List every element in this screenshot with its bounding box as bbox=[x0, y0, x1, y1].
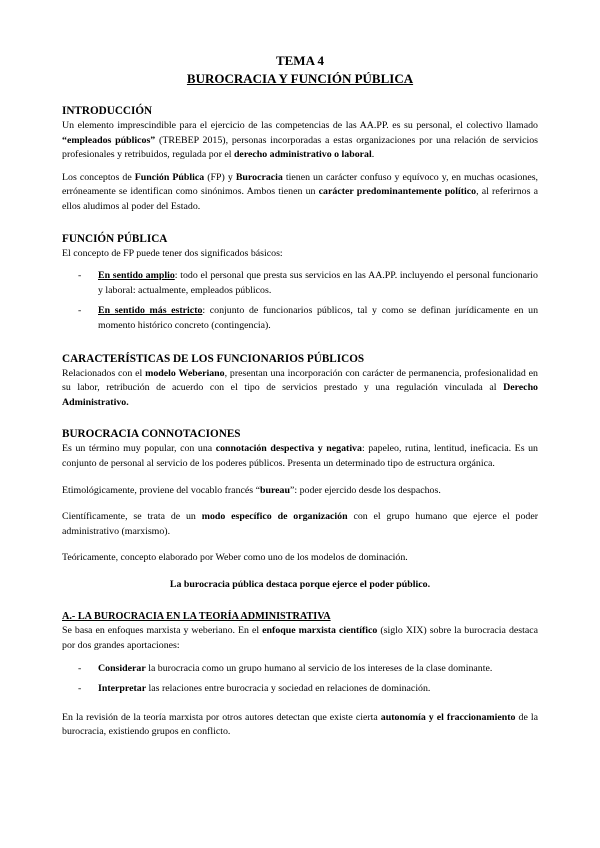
fp-list bbox=[62, 269, 538, 333]
fp-item-text: En sentido más estricto: conjunto de funcionarios públicos, tal y como se definan jurídicamente en un momento histórico concreto (contingencia). bbox=[98, 305, 539, 331]
teoria-list bbox=[62, 662, 538, 697]
highlight-sentence: La burocracia pública destaca porque ejerce el poder público. bbox=[169, 578, 431, 590]
dash-bullet: - bbox=[78, 662, 82, 674]
list-item bbox=[78, 269, 538, 298]
list-item bbox=[78, 662, 538, 677]
dash-bullet: - bbox=[78, 683, 82, 695]
heading-caracteristicas: CARACTERÍSTICAS DE LOS FUNCIONARIOS PÚBLICOS bbox=[62, 352, 365, 365]
teoria-paragraph-2: En la revisión de la teoría marxista por otros autores detectan que existe cierta autonomía y el fraccionamiento de la burocracia, existiendo grupos en conflicto. bbox=[62, 711, 538, 738]
doc-title-line2: BUROCRACIA Y FUNCIÓN PÚBLICA bbox=[186, 71, 414, 86]
teoria-item-text: Considerar la burocracia como un grupo humano al servicio de los intereses de la clase dominante. bbox=[98, 662, 493, 674]
list-item bbox=[78, 304, 538, 333]
teoria-item-text: Interpretar las relaciones entre burocracia y sociedad en relaciones de dominación. bbox=[98, 683, 431, 695]
heading-connotaciones: BUROCRACIA CONNOTACIONES bbox=[62, 428, 241, 441]
connotaciones-paragraph-4: Teóricamente, concepto elaborado por Weber como uno de los modelos de dominación. bbox=[62, 552, 408, 564]
list-item bbox=[78, 682, 538, 697]
connotaciones-paragraph-3: Científicamente, se trata de un modo específico de organización con el grupo humano que ejerce el poder administrativo (marxismo). bbox=[62, 511, 539, 537]
connotaciones-paragraph-2: Etimológicamente, proviene del vocablo francés “bureau”: poder ejercido desde los despachos. bbox=[62, 484, 441, 496]
document-page bbox=[62, 52, 538, 740]
heading-teoria-administrativa: A.- LA BUROCRACIA EN LA TEORÍA ADMINISTRATIVA bbox=[62, 611, 331, 623]
connotaciones-paragraph-1: Es un término muy popular, con una connotación despectiva y negativa: papeleo, rutina, lentitud, ineficacia. Es un conjunto de personal al servicio de los poderes públicos. Presenta un determinado tipo de estructura orgánica. bbox=[62, 443, 538, 469]
intro-paragraph-2: Los conceptos de Función Pública (FP) y Burocracia tienen un carácter confuso y equívoco y, en muchas ocasiones, erróneamente se identifican como sinónimos. Ambos tienen un carácter predominantemente político, al referirnos a ellos aludimos al poder del Estado. bbox=[62, 171, 539, 212]
caracteristicas-paragraph: Relacionados con el modelo Weberiano, presentan una incorporación con carácter de permanencia, profesionalidad en su labor, retribución de acuerdo con el tipo de servicios prestado y una regulación vinculada al Derecho Administrativo. bbox=[62, 367, 538, 408]
dash-bullet: - bbox=[78, 305, 82, 317]
fp-intro: El concepto de FP puede tener dos significados básicos: bbox=[62, 247, 283, 259]
intro-paragraph-1: Un elemento imprescindible para el ejercicio de las competencias de las AA.PP. es su personal, el colectivo llamado “empleados públicos” (TREBEP 2015), personas incorporadas a estas organizaciones por una relación de servicios profesionales y retribuidos, regulada por el derecho administrativo o laboral. bbox=[62, 120, 538, 161]
teoria-paragraph-1: Se basa en enfoques marxista y weberiano. En el enfoque marxista científico (siglo XIX) sobre la burocracia destaca por dos grandes aportaciones: bbox=[62, 625, 538, 652]
doc-title-line1: TEMA 4 bbox=[275, 53, 325, 68]
heading-funcion-publica: FUNCIÓN PÚBLICA bbox=[62, 232, 168, 245]
heading-introduccion: INTRODUCCIÓN bbox=[62, 105, 153, 117]
dash-bullet: - bbox=[78, 270, 82, 282]
fp-item-text: En sentido amplio: todo el personal que presta sus servicios en las AA.PP. incluyendo el personal funcionario y laboral: actualmente, empleados públicos. bbox=[98, 270, 538, 296]
